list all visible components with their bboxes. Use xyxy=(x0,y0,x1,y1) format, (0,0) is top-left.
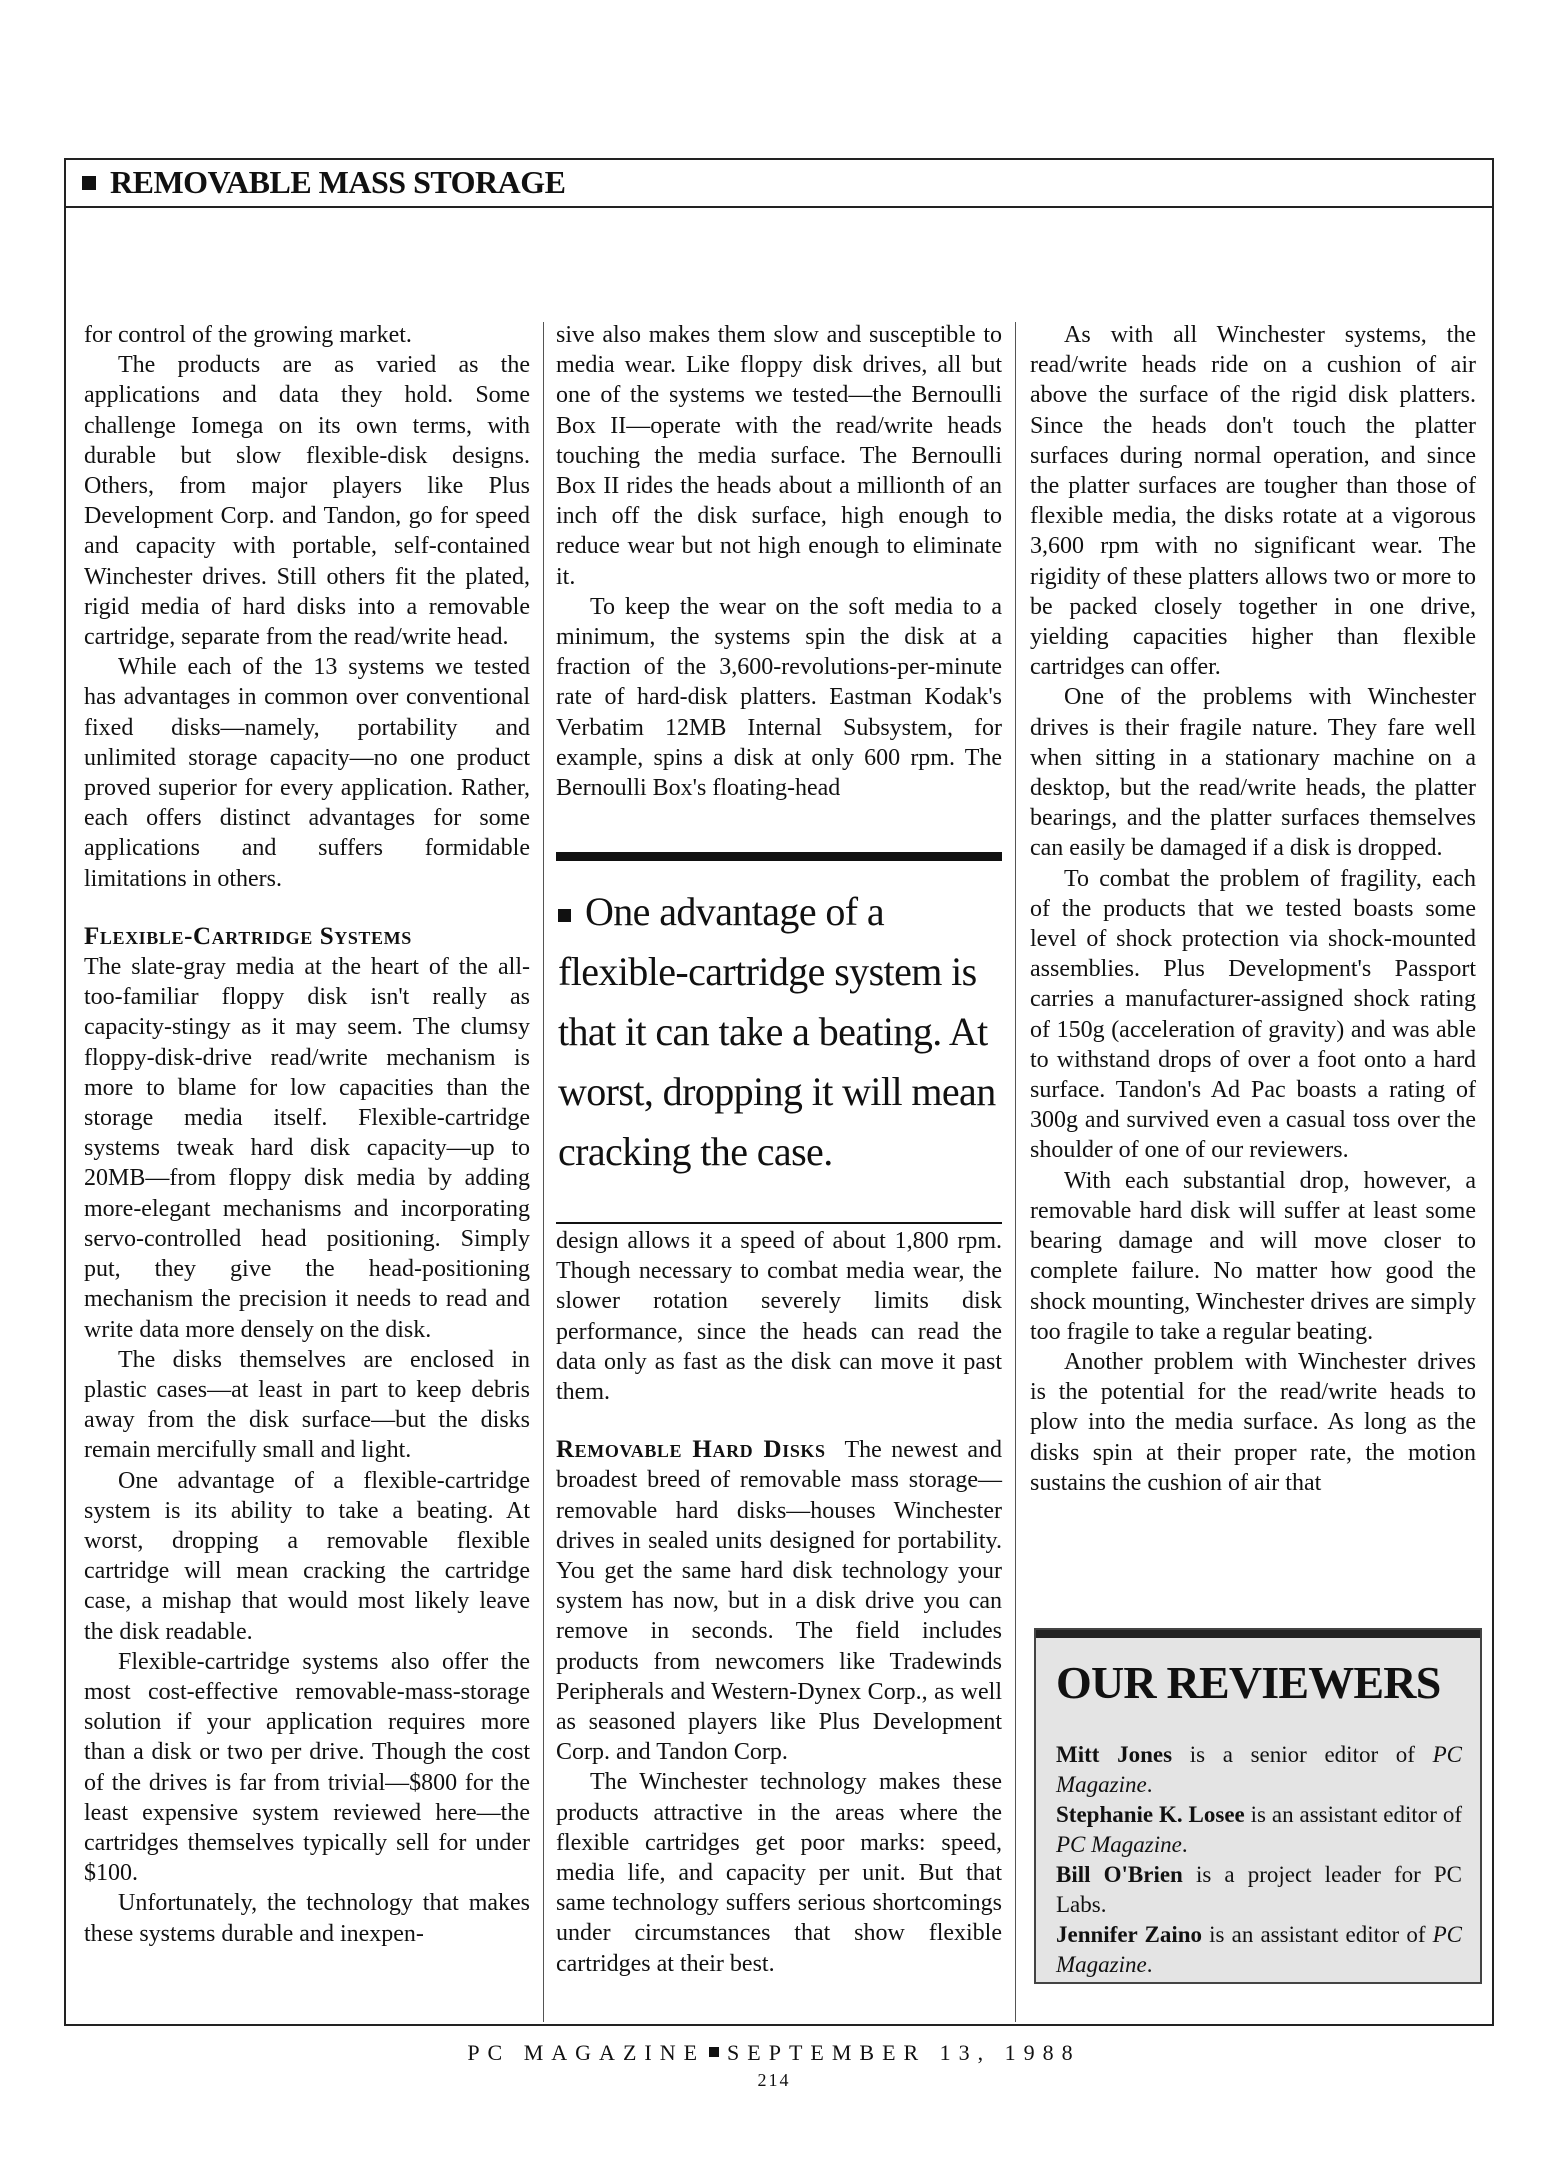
column-2-bottom xyxy=(556,1226,1002,1979)
subhead-removable-hard-disks: Removable Hard Disks xyxy=(556,1436,826,1464)
footer-date: SEPTEMBER 13, 1988 xyxy=(727,2040,1081,2065)
column-1 xyxy=(84,320,530,1949)
square-bullet-icon xyxy=(82,176,96,190)
paragraph: Another problem with Winchester drives is the potential for the read/write heads to plow into the media surface. As long as the disks spin at their proper rate, the motion sustains the cushion of air that xyxy=(1030,1348,1476,1496)
subhead-flexible-cartridge: Flexible-Cartridge Systems xyxy=(84,922,412,950)
page-footer xyxy=(0,2040,1548,2066)
paragraph: To keep the wear on the soft media to a minimum, the systems spin the disk at a fraction of the 3,600-revolutions-per-minute rate of hard-disk platters. Eastman Kodak's Verbatim 12MB Internal Subsystem, for example, spins a disk at only 600 rpm. The Bernoulli Box's floating-head xyxy=(556,593,1002,802)
reviewer-name: Bill O'Brien xyxy=(1056,1862,1183,1887)
column-2-top xyxy=(556,320,1002,803)
square-bullet-icon xyxy=(709,2047,719,2057)
pullquote xyxy=(558,882,1006,1182)
paragraph: Flexible-cartridge systems also offer the most cost-effective removable-mass-storage solution if your application requires more than a disk or two per drive. Though the cost of the drives is far from trivial—$800 for the least expensive system reviewed here—the cartridges themselves typically sell for under $100. xyxy=(84,1648,530,1887)
reviewers-title: OUR REVIEWERS xyxy=(1056,1657,1441,1708)
paragraph: One of the problems with Winchester drives is their fragile nature. They fare well when sitting in a stationary machine on a desktop, but the read/write heads, the platter bearings, and the platter surfaces themselves can easily be damaged if a disk is dropped. xyxy=(1030,684,1476,862)
column-divider xyxy=(1015,322,1016,2022)
footer-magazine: PC MAGAZINE xyxy=(467,2040,706,2065)
reviewers-box xyxy=(1034,1628,1482,1984)
paragraph: With each substantial drop, however, a removable hard disk will suffer at least some bearing damage and will move closer to complete failure. No matter how good the shock mounting, Winchester drives are simply too fragile to take a regular beating. xyxy=(1030,1167,1476,1345)
reviewers-top-bar xyxy=(1036,1630,1480,1638)
column-3 xyxy=(1030,320,1476,1498)
section-header xyxy=(82,164,565,201)
paragraph: Unfortunately, the technology that makes these systems durable and inexpen- xyxy=(84,1890,530,1947)
pullquote-text: One advantage of a flexible-cartridge system is that it can take a beating. At worst, dropping it will mean cracking the case. xyxy=(558,889,996,1174)
paragraph: The slate-gray media at the heart of the all-too-familiar floppy disk isn't really as capacity-stingy as it may seem. The clumsy floppy-disk-drive read/write mechanism is more to blame for low capacities than the storage media itself. Flexible-cartridge systems tweak hard disk capacity—up to 20MB—from floppy disk media by adding more-elegant mechanisms and incorporating servo-controlled head positioning. Simply put, they give the head-positioning mechanism the precision it needs to read and write data more densely on the disk. xyxy=(84,954,530,1343)
paragraph: One advantage of a flexible-cartridge system is its ability to take a beating. At worst, dropping a removable flexible cartridge will mean cracking the cartridge case, a mishap that would most likely leave the disk readable. xyxy=(84,1467,530,1645)
reviewer-entry: Mitt Jones is a senior editor of PC Magazine. xyxy=(1056,1742,1463,1797)
reviewer-entry: Bill O'Brien is a project leader for PC Labs. xyxy=(1056,1862,1463,1917)
paragraph: The disks themselves are enclosed in plastic cases—at least in part to keep debris away from the disk surface—but the disks remain mercifully small and light. xyxy=(84,1346,530,1464)
paragraph: As with all Winchester systems, the read/write heads ride on a cushion of air above the surface of the rigid disk platters. Since the heads don't touch the platter surfaces during normal operation, and since the platter surfaces are tougher than those of flexible media, the disks rotate at a vigorous 3,600 rpm with no significant wear. The rigidity of these platters allows two or more to be packed closely together in one drive, yielding capacities higher than flexible cartridges can offer. xyxy=(1030,322,1476,681)
page-number: 214 xyxy=(757,2070,791,2090)
paragraph: The Winchester technology makes these products attractive in the areas where the flexible cartridges get poor marks: speed, media life, and capacity per unit. But that same technology suffers serious shortcomings under circumstances that show flexible cartridges at their best. xyxy=(556,1769,1002,1977)
paragraph: To combat the problem of fragility, each of the products that we tested boasts some level of shock protection via shock-mounted assemblies. Plus Development's Passport carries a manufacturer-assigned shock rating of 150g (acceleration of gravity) and was able to withstand drops of over a foot onto a hard surface. Tandon's Ad Pac boasts a rating of 300g and survived even a casual toss over the shoulder of one of our reviewers. xyxy=(1030,865,1476,1164)
paragraph: design allows it a speed of about 1,800 rpm. Though necessary to combat media wear, the slower rotation severely limits disk performance, since the heads can read the data only as fast as the disk can move it past them. xyxy=(556,1228,1002,1406)
paragraph: for control of the growing market. xyxy=(84,322,412,348)
paragraph: sive also makes them slow and susceptible to media wear. Like floppy disk drives, all but one of the systems we tested—the Bernoulli Box II—operate with the read/write heads touching the media surface. The Bernoulli Box II rides the heads about a millionth of an inch off the disk surface, high enough to reduce wear but not high enough to eliminate it. xyxy=(556,322,1002,590)
paragraph: While each of the 13 systems we tested has advantages in common over conventional fixed disks—namely, portability and unlimited storage capacity—no one product proved superior for every application. Rather, each offers distinct advantages for some applications and suffers formidable limitations in others. xyxy=(84,654,530,892)
reviewer-entry: Stephanie K. Losee is an assistant editor of PC Magazine. xyxy=(1056,1802,1463,1857)
header-rule xyxy=(64,206,1494,208)
reviewer-name: Mitt Jones xyxy=(1056,1742,1173,1767)
reviewer-entry: Jennifer Zaino is an assistant editor of PC Magazine. xyxy=(1056,1922,1463,1977)
column-divider xyxy=(543,322,544,2022)
pullquote-bottom-rule xyxy=(556,1222,1002,1224)
square-bullet-icon xyxy=(558,909,571,922)
reviewers-list xyxy=(1056,1740,1462,1980)
reviewer-name: Jennifer Zaino xyxy=(1056,1922,1202,1947)
section-title: REMOVABLE MASS STORAGE xyxy=(110,164,566,200)
reviewer-name: Stephanie K. Losee xyxy=(1056,1802,1245,1827)
paragraph: The newest and broadest breed of removable mass storage—removable hard disks—houses Winchester drives in sealed units designed for portability. You get the same hard disk technology your system has now, but in a disk drive you can remove in seconds. The field includes products from newcomers like Tradewinds Peripherals and Western-Dynex Corp., as well as seasoned players like Plus Development Corp. and Tandon Corp. xyxy=(556,1437,1002,1766)
pullquote-top-rule xyxy=(556,852,1002,861)
paragraph: The products are as varied as the applications and data they hold. Some challenge Iomega on its own terms, with durable but slow flexible-disk designs. Others, from major players like Plus Development Corp. and Tandon, go for speed and capacity with portable, self-contained Winchester drives. Still others fit the plated, rigid media of hard disks into a removable cartridge, separate from the read/write head. xyxy=(84,352,530,651)
